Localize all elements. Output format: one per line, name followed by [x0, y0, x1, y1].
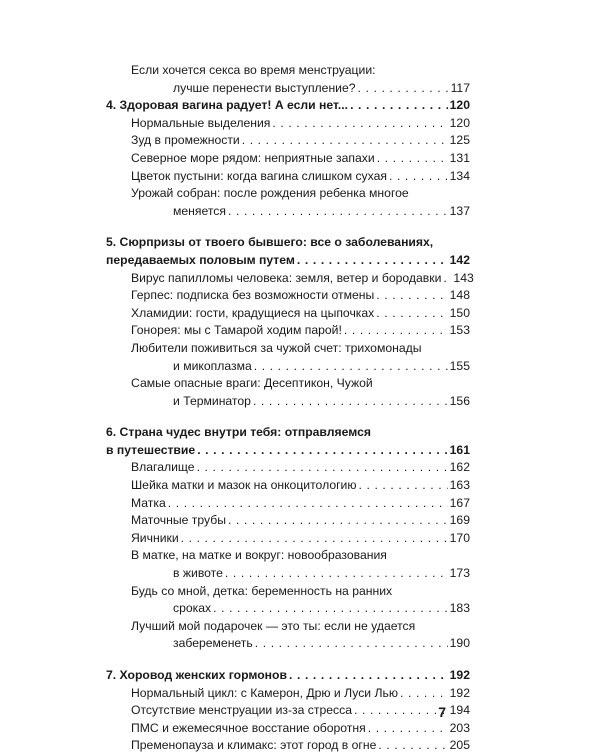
- dot-leader: [376, 305, 447, 323]
- dot-leader: [181, 530, 448, 548]
- section-gap: [106, 653, 470, 667]
- toc-page-number: 150: [449, 305, 470, 320]
- dot-leader: [272, 115, 447, 133]
- toc-entry[interactable]: [106, 287, 470, 305]
- toc-entry[interactable]: [106, 62, 470, 97]
- toc-entry-title: Яичники: [131, 530, 179, 545]
- toc-entry-title: Зуд в промежности: [131, 133, 240, 148]
- toc-line: [106, 618, 470, 636]
- dot-leader: [225, 565, 448, 583]
- dot-leader: [254, 358, 448, 376]
- toc-page-number: 120: [449, 115, 470, 130]
- toc-line: [106, 667, 470, 685]
- toc-entry-title: и микоплазма: [173, 358, 252, 373]
- toc-page-number: 117: [450, 80, 470, 95]
- toc-entry-title: В матке, на матке и вокруг: новообразования: [131, 548, 387, 563]
- toc-entry[interactable]: [106, 702, 470, 720]
- dot-leader: [443, 270, 451, 288]
- toc-page-number: 148: [449, 288, 470, 303]
- toc-entry[interactable]: [106, 270, 474, 288]
- toc-page-number: 163: [449, 478, 470, 493]
- dot-leader: [358, 80, 449, 98]
- toc-page-number: 131: [449, 150, 470, 165]
- toc-line: [106, 565, 470, 583]
- toc-line: [106, 635, 470, 653]
- toc-line: [106, 737, 470, 755]
- toc-line: [106, 203, 470, 221]
- toc-chapter[interactable]: [106, 234, 470, 269]
- toc-page-number: 170: [449, 530, 470, 545]
- toc-entry-title: Цветок пустыни: когда вагина слишком сухая: [131, 168, 387, 183]
- toc-entry[interactable]: [106, 132, 470, 150]
- dot-leader: [344, 322, 448, 340]
- toc-line: [106, 720, 470, 738]
- toc-entry-title: забеременеть: [173, 636, 253, 651]
- toc-line: [106, 270, 474, 288]
- toc-page-number: 142: [449, 252, 470, 267]
- toc-page-number: 161: [449, 442, 470, 457]
- dot-leader: [350, 97, 448, 115]
- toc-line: [106, 168, 470, 186]
- toc-entry[interactable]: [106, 547, 470, 582]
- toc-entry-title: лучше перенести выступление?: [173, 80, 356, 95]
- toc-entry[interactable]: [106, 477, 470, 495]
- dot-leader: [289, 667, 448, 685]
- toc-entry-title: 4. Здоровая вагина радует! А если нет...: [106, 98, 349, 113]
- toc-entry[interactable]: [106, 375, 470, 410]
- dot-leader: [368, 720, 448, 738]
- toc-line: [106, 340, 470, 358]
- table-of-contents: [106, 62, 474, 755]
- toc-line: [106, 393, 470, 411]
- toc-entry[interactable]: [106, 530, 470, 548]
- toc-entry[interactable]: [106, 150, 470, 168]
- toc-page-number: 153: [449, 323, 470, 338]
- toc-page-number: 194: [449, 703, 470, 718]
- toc-line: [106, 477, 470, 495]
- toc-line: [106, 234, 470, 252]
- toc-entry[interactable]: [106, 685, 470, 703]
- toc-line: [106, 97, 470, 115]
- toc-entry-title: 7. Хоровод женских гормонов: [106, 668, 287, 682]
- toc-line: [106, 459, 470, 477]
- toc-entry-title: Хламидии: гости, крадущиеся на цыпочках: [131, 305, 375, 320]
- toc-entry-title: Вирус папилломы человека: земля, ветер и бородавки: [131, 270, 442, 285]
- dot-leader: [228, 512, 448, 530]
- dot-leader: [253, 393, 448, 411]
- toc-entry-title: меняется: [173, 203, 226, 218]
- toc-line: [106, 62, 470, 80]
- toc-entry-title: передаваемых половым путем: [106, 252, 295, 267]
- toc-entry-title: Отсутствие менструации из-за стресса: [131, 703, 353, 718]
- toc-line: [106, 132, 470, 150]
- toc-entry-title: Лучший мой подарочек — это ты: если не удается: [131, 618, 416, 633]
- toc-chapter[interactable]: [106, 424, 470, 459]
- toc-page-number: 120: [449, 98, 470, 113]
- toc-page-number: 137: [449, 203, 470, 218]
- toc-entry-title: 6. Страна чудес внутри тебя: отправляемся: [106, 425, 371, 440]
- toc-entry[interactable]: [106, 720, 470, 738]
- toc-entry-title: Северное море рядом: неприятные запахи: [131, 150, 375, 165]
- toc-line: [106, 547, 470, 565]
- dot-leader: [378, 737, 447, 755]
- toc-page-number: 173: [449, 566, 470, 581]
- dot-leader: [377, 150, 448, 168]
- toc-entry-title: Если хочется секса во время менструации:: [131, 63, 376, 77]
- dot-leader: [213, 600, 448, 618]
- dot-leader: [197, 442, 447, 460]
- dot-leader: [376, 287, 447, 305]
- toc-entry-title: Шейка матки и мазок на онкоцитологию: [131, 478, 357, 493]
- toc-entry[interactable]: [106, 185, 470, 220]
- toc-line: [106, 424, 470, 442]
- toc-page-number: 155: [449, 358, 470, 373]
- toc-page-number: 192: [449, 685, 470, 700]
- toc-entry-title: сроках: [173, 601, 212, 616]
- toc-line: [106, 287, 470, 305]
- toc-page-number: 162: [449, 460, 470, 475]
- toc-entry-title: Пременопауза и климакс: этот город в огне: [131, 738, 377, 753]
- toc-entry[interactable]: [106, 115, 470, 133]
- toc-entry[interactable]: [106, 495, 470, 513]
- toc-page-number: 190: [449, 636, 470, 651]
- toc-chapter[interactable]: [106, 97, 470, 115]
- section-gap: [106, 220, 470, 234]
- toc-line: [106, 358, 470, 376]
- toc-entry-title: Урожай собран: после рождения ребенка многое: [131, 186, 409, 201]
- dot-leader: [242, 132, 448, 150]
- toc-entry-title: Нормальный цикл: с Камерон, Дрю и Луси Лью: [131, 685, 398, 700]
- toc-entry-title: Влагалище: [131, 460, 195, 475]
- toc-line: [106, 685, 470, 703]
- toc-entry-title: Будь со мной, детка: беременность на ранних: [131, 583, 393, 598]
- toc-entry[interactable]: [106, 305, 470, 323]
- page-number: 7: [438, 704, 446, 720]
- dot-leader: [168, 495, 448, 513]
- toc-line: [106, 530, 470, 548]
- dot-leader: [389, 168, 448, 186]
- toc-line: [106, 495, 470, 513]
- toc-entry[interactable]: [106, 322, 470, 340]
- section-gap: [106, 410, 470, 424]
- toc-page-number: 169: [449, 513, 470, 528]
- toc-entry-title: Герпес: подписка без возможности отмены: [131, 288, 375, 303]
- toc-page-number: 192: [449, 668, 470, 682]
- toc-line: [106, 322, 470, 340]
- toc-entry[interactable]: [106, 168, 470, 186]
- dot-leader: [354, 702, 448, 720]
- toc-page-number: 203: [449, 720, 470, 735]
- toc-entry[interactable]: [106, 512, 470, 530]
- toc-line: [106, 185, 470, 203]
- toc-line: [106, 512, 470, 530]
- toc-chapter[interactable]: [106, 667, 470, 685]
- toc-line: [106, 442, 470, 460]
- toc-page-number: 125: [449, 133, 470, 148]
- toc-line: [106, 583, 470, 601]
- toc-entry[interactable]: [106, 459, 470, 477]
- toc-entry-title: Гонорея: мы с Тамарой ходим парой!: [131, 323, 342, 338]
- toc-line: [106, 252, 470, 270]
- dot-leader: [228, 203, 448, 221]
- toc-entry-title: в животе: [173, 566, 223, 581]
- toc-page-number: 205: [449, 738, 470, 753]
- toc-page-number: 183: [449, 601, 470, 616]
- toc-entry-title: Самые опасные враги: Десептикон, Чужой: [131, 376, 373, 391]
- toc-page-number: 134: [449, 168, 470, 183]
- toc-line: [106, 115, 470, 133]
- toc-page-number: 167: [449, 495, 470, 510]
- toc-page-number: 143: [453, 270, 474, 285]
- dot-leader: [400, 685, 448, 703]
- toc-page-number: 156: [449, 393, 470, 408]
- dot-leader: [297, 252, 448, 270]
- toc-line: [106, 150, 470, 168]
- dot-leader: [359, 477, 448, 495]
- dot-leader: [197, 459, 448, 477]
- toc-line: [106, 702, 470, 720]
- toc-entry[interactable]: [106, 583, 470, 618]
- toc-entry-title: Нормальные выделения: [131, 115, 271, 130]
- toc-entry[interactable]: [106, 340, 470, 375]
- toc-entry-title: ПМС и ежемесячное восстание оборотня: [131, 720, 366, 735]
- toc-entry[interactable]: [106, 618, 470, 653]
- toc-entry-title: и Терминатор: [173, 393, 251, 408]
- toc-line: [106, 600, 470, 618]
- toc-entry-title: 5. Сюрпризы от твоего бывшего: все о заболеваниях,: [106, 235, 434, 250]
- toc-entry-title: Матка: [131, 495, 166, 510]
- toc-entry-title: Маточные трубы: [131, 513, 226, 528]
- toc-line: [106, 80, 470, 98]
- dot-leader: [255, 635, 448, 653]
- toc-line: [106, 375, 470, 393]
- toc-line: [106, 305, 470, 323]
- toc-entry[interactable]: [106, 737, 470, 755]
- toc-entry-title: Любители поживиться за чужой счет: трихомонады: [131, 340, 422, 355]
- toc-entry-title: в путешествие: [106, 442, 196, 457]
